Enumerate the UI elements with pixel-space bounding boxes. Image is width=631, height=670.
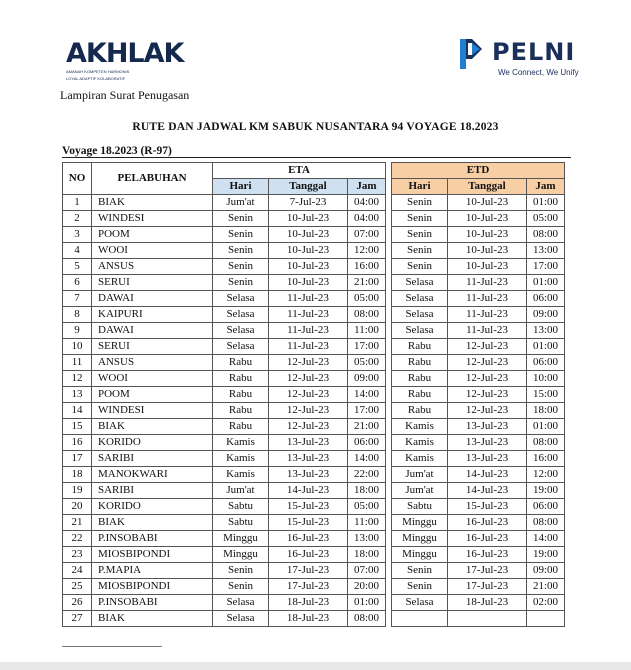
pelni-logo-text: PELNI [492, 38, 576, 66]
row-eta-jam: 22:00 [348, 467, 386, 483]
row-no: 20 [63, 499, 92, 515]
row-eta-tanggal: 17-Jul-23 [269, 579, 348, 595]
table-row [63, 243, 565, 259]
row-eta-jam: 08:00 [348, 307, 386, 323]
row-etd-jam: 10:00 [527, 371, 565, 387]
row-no: 15 [63, 419, 92, 435]
row-etd-jam: 19:00 [527, 547, 565, 563]
table-row [63, 467, 565, 483]
row-etd-tanggal: 11-Jul-23 [448, 323, 527, 339]
row-port: BIAK [92, 195, 213, 211]
row-etd-tanggal: 12-Jul-23 [448, 403, 527, 419]
row-etd-hari: Selasa [392, 307, 448, 323]
row-eta-hari: Senin [213, 275, 269, 291]
row-eta-jam: 09:00 [348, 371, 386, 387]
row-etd-jam: 21:00 [527, 579, 565, 595]
row-eta-tanggal: 18-Jul-23 [269, 595, 348, 611]
table-row [63, 307, 565, 323]
row-no: 19 [63, 483, 92, 499]
row-eta-jam: 16:00 [348, 259, 386, 275]
row-eta-hari: Senin [213, 243, 269, 259]
row-port: ANSUS [92, 355, 213, 371]
row-eta-hari: Kamis [213, 435, 269, 451]
header-eta: ETA [213, 163, 386, 179]
row-port: WINDESI [92, 403, 213, 419]
row-no: 12 [63, 371, 92, 387]
row-etd-jam: 12:00 [527, 467, 565, 483]
row-etd-tanggal: 11-Jul-23 [448, 275, 527, 291]
row-no: 3 [63, 227, 92, 243]
table-row [63, 451, 565, 467]
row-etd-hari: Kamis [392, 451, 448, 467]
row-eta-jam: 05:00 [348, 291, 386, 307]
pelni-mark-icon [458, 37, 488, 69]
header-etd-jam: Jam [527, 179, 565, 195]
table-row [63, 595, 565, 611]
row-etd-tanggal: 12-Jul-23 [448, 387, 527, 403]
row-no: 13 [63, 387, 92, 403]
row-etd-hari: Rabu [392, 387, 448, 403]
row-eta-jam: 17:00 [348, 403, 386, 419]
row-port: P.MAPIA [92, 563, 213, 579]
table-row [63, 403, 565, 419]
row-etd-jam: 09:00 [527, 563, 565, 579]
row-port: POOM [92, 227, 213, 243]
row-no: 10 [63, 339, 92, 355]
row-etd-jam: 08:00 [527, 227, 565, 243]
row-port: MANOKWARI [92, 467, 213, 483]
row-etd-tanggal: 16-Jul-23 [448, 547, 527, 563]
row-eta-tanggal: 12-Jul-23 [269, 419, 348, 435]
schedule-table [62, 162, 565, 627]
row-eta-tanggal: 12-Jul-23 [269, 371, 348, 387]
row-etd-tanggal: 13-Jul-23 [448, 435, 527, 451]
table-row [63, 387, 565, 403]
row-eta-jam: 07:00 [348, 227, 386, 243]
row-eta-tanggal: 16-Jul-23 [269, 547, 348, 563]
row-eta-jam: 12:00 [348, 243, 386, 259]
row-etd-jam: 01:00 [527, 195, 565, 211]
row-eta-tanggal: 10-Jul-23 [269, 259, 348, 275]
row-eta-hari: Selasa [213, 595, 269, 611]
row-no: 7 [63, 291, 92, 307]
akhlak-logo-text: AKHLAK [66, 38, 184, 69]
row-port: ANSUS [92, 259, 213, 275]
row-etd-hari: Senin [392, 259, 448, 275]
akhlak-logo [66, 40, 183, 81]
row-port: DAWAI [92, 323, 213, 339]
row-etd-jam: 15:00 [527, 387, 565, 403]
row-eta-hari: Jum'at [213, 195, 269, 211]
row-etd-tanggal: 12-Jul-23 [448, 355, 527, 371]
row-etd-jam: 02:00 [527, 595, 565, 611]
row-eta-hari: Sabtu [213, 499, 269, 515]
row-etd-tanggal: 18-Jul-23 [448, 595, 527, 611]
row-eta-jam: 21:00 [348, 275, 386, 291]
row-etd-tanggal: 10-Jul-23 [448, 259, 527, 275]
table-row [63, 339, 565, 355]
row-no: 23 [63, 547, 92, 563]
row-etd-jam: 06:00 [527, 355, 565, 371]
row-port: KAIPURI [92, 307, 213, 323]
row-port: MIOSBIPONDI [92, 579, 213, 595]
table-row [63, 547, 565, 563]
row-eta-hari: Rabu [213, 387, 269, 403]
lampiran-label: Lampiran Surat Penugasan [60, 88, 190, 102]
row-eta-tanggal: 12-Jul-23 [269, 355, 348, 371]
row-eta-tanggal: 11-Jul-23 [269, 307, 348, 323]
table-row [63, 211, 565, 227]
row-eta-tanggal: 12-Jul-23 [269, 403, 348, 419]
row-eta-hari: Rabu [213, 403, 269, 419]
table-header-row-1 [63, 163, 565, 179]
row-no: 25 [63, 579, 92, 595]
row-eta-jam: 17:00 [348, 339, 386, 355]
row-etd-hari: Jum'at [392, 483, 448, 499]
row-etd-jam: 13:00 [527, 243, 565, 259]
row-etd-tanggal: 10-Jul-23 [448, 195, 527, 211]
row-etd-hari: Selasa [392, 323, 448, 339]
row-eta-jam: 18:00 [348, 483, 386, 499]
row-etd-tanggal: 13-Jul-23 [448, 419, 527, 435]
row-no: 2 [63, 211, 92, 227]
row-etd-jam: 06:00 [527, 291, 565, 307]
row-etd-tanggal: 16-Jul-23 [448, 515, 527, 531]
row-etd-jam [527, 611, 565, 627]
row-port: P.INSOBABI [92, 531, 213, 547]
row-eta-jam: 18:00 [348, 547, 386, 563]
header-eta-tanggal: Tanggal [269, 179, 348, 195]
row-etd-jam: 01:00 [527, 419, 565, 435]
row-eta-hari: Senin [213, 563, 269, 579]
row-eta-tanggal: 17-Jul-23 [269, 563, 348, 579]
row-etd-jam: 06:00 [527, 499, 565, 515]
row-port: SERUI [92, 275, 213, 291]
row-etd-tanggal: 16-Jul-23 [448, 531, 527, 547]
row-port: BIAK [92, 611, 213, 627]
row-eta-tanggal: 10-Jul-23 [269, 227, 348, 243]
row-eta-hari: Rabu [213, 419, 269, 435]
document-title: RUTE DAN JADWAL KM SABUK NUSANTARA 94 VOYAGE 18.2023 [132, 121, 499, 133]
header-etd-tanggal: Tanggal [448, 179, 527, 195]
row-etd-tanggal: 13-Jul-23 [448, 451, 527, 467]
akhlak-logo-subtitle-2: LOYAL ADAPTIF KOLABORATIF [66, 76, 126, 81]
row-etd-tanggal: 14-Jul-23 [448, 467, 527, 483]
row-etd-tanggal: 11-Jul-23 [448, 307, 527, 323]
row-etd-hari: Minggu [392, 515, 448, 531]
row-port: WINDESI [92, 211, 213, 227]
row-no: 4 [63, 243, 92, 259]
row-eta-tanggal: 18-Jul-23 [269, 611, 348, 627]
row-eta-hari: Minggu [213, 547, 269, 563]
row-port: WOOI [92, 243, 213, 259]
row-eta-jam: 13:00 [348, 531, 386, 547]
row-no: 27 [63, 611, 92, 627]
row-etd-hari: Senin [392, 211, 448, 227]
voyage-label: Voyage 18.2023 (R-97) [62, 145, 172, 157]
row-port: KORIDO [92, 499, 213, 515]
row-no: 9 [63, 323, 92, 339]
row-etd-hari: Jum'at [392, 467, 448, 483]
row-etd-hari: Rabu [392, 339, 448, 355]
row-eta-jam: 04:00 [348, 195, 386, 211]
table-row [63, 515, 565, 531]
row-no: 18 [63, 467, 92, 483]
row-etd-jam: 05:00 [527, 211, 565, 227]
row-eta-tanggal: 10-Jul-23 [269, 275, 348, 291]
row-etd-hari: Rabu [392, 403, 448, 419]
row-etd-tanggal: 14-Jul-23 [448, 483, 527, 499]
row-etd-hari [392, 611, 448, 627]
table-row [63, 579, 565, 595]
row-etd-hari: Kamis [392, 419, 448, 435]
row-eta-tanggal: 13-Jul-23 [269, 451, 348, 467]
row-etd-jam: 13:00 [527, 323, 565, 339]
row-no: 22 [63, 531, 92, 547]
row-eta-tanggal: 10-Jul-23 [269, 211, 348, 227]
row-etd-hari: Rabu [392, 371, 448, 387]
row-port: KORIDO [92, 435, 213, 451]
row-etd-tanggal: 10-Jul-23 [448, 227, 527, 243]
row-eta-hari: Selasa [213, 323, 269, 339]
row-etd-tanggal: 17-Jul-23 [448, 563, 527, 579]
row-eta-jam: 14:00 [348, 387, 386, 403]
table-row [63, 323, 565, 339]
row-port: BIAK [92, 515, 213, 531]
row-no: 17 [63, 451, 92, 467]
row-no: 8 [63, 307, 92, 323]
page-bottom-edge [0, 662, 631, 670]
row-eta-hari: Rabu [213, 355, 269, 371]
header-etd: ETD [392, 163, 565, 179]
row-eta-hari: Senin [213, 211, 269, 227]
row-etd-jam: 09:00 [527, 307, 565, 323]
table-row [63, 563, 565, 579]
table-row [63, 483, 565, 499]
row-eta-hari: Rabu [213, 371, 269, 387]
row-eta-hari: Selasa [213, 307, 269, 323]
row-no: 21 [63, 515, 92, 531]
row-no: 16 [63, 435, 92, 451]
row-etd-jam: 18:00 [527, 403, 565, 419]
row-eta-jam: 05:00 [348, 499, 386, 515]
row-etd-tanggal: 17-Jul-23 [448, 579, 527, 595]
row-no: 11 [63, 355, 92, 371]
row-eta-hari: Selasa [213, 291, 269, 307]
header-no: NO [63, 163, 92, 195]
row-etd-tanggal: 10-Jul-23 [448, 211, 527, 227]
table-row [63, 531, 565, 547]
row-eta-jam: 14:00 [348, 451, 386, 467]
row-etd-tanggal [448, 611, 527, 627]
row-etd-hari: Minggu [392, 531, 448, 547]
row-eta-hari: Minggu [213, 531, 269, 547]
row-etd-hari: Senin [392, 227, 448, 243]
row-eta-jam: 11:00 [348, 515, 386, 531]
row-eta-hari: Sabtu [213, 515, 269, 531]
row-etd-jam: 19:00 [527, 483, 565, 499]
table-row [63, 227, 565, 243]
row-eta-tanggal: 13-Jul-23 [269, 435, 348, 451]
row-etd-jam: 16:00 [527, 451, 565, 467]
row-etd-hari: Senin [392, 243, 448, 259]
row-no: 6 [63, 275, 92, 291]
row-etd-hari: Minggu [392, 547, 448, 563]
row-etd-hari: Sabtu [392, 499, 448, 515]
row-etd-tanggal: 15-Jul-23 [448, 499, 527, 515]
row-port: DAWAI [92, 291, 213, 307]
row-eta-tanggal: 15-Jul-23 [269, 499, 348, 515]
row-etd-jam: 08:00 [527, 435, 565, 451]
row-eta-tanggal: 13-Jul-23 [269, 467, 348, 483]
row-eta-jam: 07:00 [348, 563, 386, 579]
row-etd-hari: Selasa [392, 275, 448, 291]
row-eta-tanggal: 11-Jul-23 [269, 339, 348, 355]
row-eta-tanggal: 12-Jul-23 [269, 387, 348, 403]
row-port: SARIBI [92, 483, 213, 499]
row-etd-jam: 14:00 [527, 531, 565, 547]
row-eta-tanggal: 15-Jul-23 [269, 515, 348, 531]
row-port: WOOI [92, 371, 213, 387]
row-eta-tanggal: 11-Jul-23 [269, 291, 348, 307]
table-row [63, 291, 565, 307]
row-port: SERUI [92, 339, 213, 355]
row-no: 24 [63, 563, 92, 579]
row-etd-hari: Kamis [392, 435, 448, 451]
row-eta-hari: Senin [213, 227, 269, 243]
row-eta-jam: 11:00 [348, 323, 386, 339]
row-eta-tanggal: 14-Jul-23 [269, 483, 348, 499]
row-eta-jam: 05:00 [348, 355, 386, 371]
header-etd-hari: Hari [392, 179, 448, 195]
table-bottom-mark [62, 646, 162, 647]
voyage-divider [62, 157, 571, 158]
table-row [63, 195, 565, 211]
row-etd-jam: 01:00 [527, 339, 565, 355]
table-row [63, 371, 565, 387]
row-etd-hari: Senin [392, 563, 448, 579]
row-etd-hari: Senin [392, 579, 448, 595]
row-eta-tanggal: 11-Jul-23 [269, 323, 348, 339]
table-row [63, 355, 565, 371]
table-row [63, 259, 565, 275]
row-etd-jam: 08:00 [527, 515, 565, 531]
row-etd-tanggal: 12-Jul-23 [448, 371, 527, 387]
row-no: 14 [63, 403, 92, 419]
header-eta-jam: Jam [348, 179, 386, 195]
row-eta-jam: 06:00 [348, 435, 386, 451]
row-eta-hari: Selasa [213, 611, 269, 627]
row-etd-hari: Selasa [392, 595, 448, 611]
row-eta-jam: 01:00 [348, 595, 386, 611]
row-etd-jam: 17:00 [527, 259, 565, 275]
row-etd-hari: Rabu [392, 355, 448, 371]
header-eta-hari: Hari [213, 179, 269, 195]
row-no: 5 [63, 259, 92, 275]
row-port: SARIBI [92, 451, 213, 467]
akhlak-logo-subtitle-1: AMANAH KOMPETEN HARMONIS [66, 69, 130, 74]
row-eta-hari: Senin [213, 579, 269, 595]
row-eta-hari: Selasa [213, 339, 269, 355]
row-etd-jam: 01:00 [527, 275, 565, 291]
row-eta-hari: Jum'at [213, 483, 269, 499]
row-eta-hari: Kamis [213, 451, 269, 467]
row-eta-tanggal: 10-Jul-23 [269, 243, 348, 259]
row-etd-tanggal: 12-Jul-23 [448, 339, 527, 355]
row-etd-hari: Selasa [392, 291, 448, 307]
table-row [63, 499, 565, 515]
row-etd-hari: Senin [392, 195, 448, 211]
row-no: 26 [63, 595, 92, 611]
row-etd-tanggal: 10-Jul-23 [448, 243, 527, 259]
row-eta-jam: 08:00 [348, 611, 386, 627]
row-port: BIAK [92, 419, 213, 435]
row-port: P.INSOBABI [92, 595, 213, 611]
row-port: POOM [92, 387, 213, 403]
row-eta-hari: Senin [213, 259, 269, 275]
row-eta-jam: 04:00 [348, 211, 386, 227]
pelni-tagline: We Connect, We Unify [498, 68, 579, 77]
table-row [63, 275, 565, 291]
row-etd-tanggal: 11-Jul-23 [448, 291, 527, 307]
table-row [63, 419, 565, 435]
row-eta-jam: 20:00 [348, 579, 386, 595]
table-row [63, 435, 565, 451]
header-pelabuhan: PELABUHAN [92, 163, 213, 195]
row-port: MIOSBIPONDI [92, 547, 213, 563]
table-row [63, 611, 565, 627]
row-no: 1 [63, 195, 92, 211]
row-eta-tanggal: 16-Jul-23 [269, 531, 348, 547]
row-eta-jam: 21:00 [348, 419, 386, 435]
row-eta-tanggal: 7-Jul-23 [269, 195, 348, 211]
row-eta-hari: Kamis [213, 467, 269, 483]
